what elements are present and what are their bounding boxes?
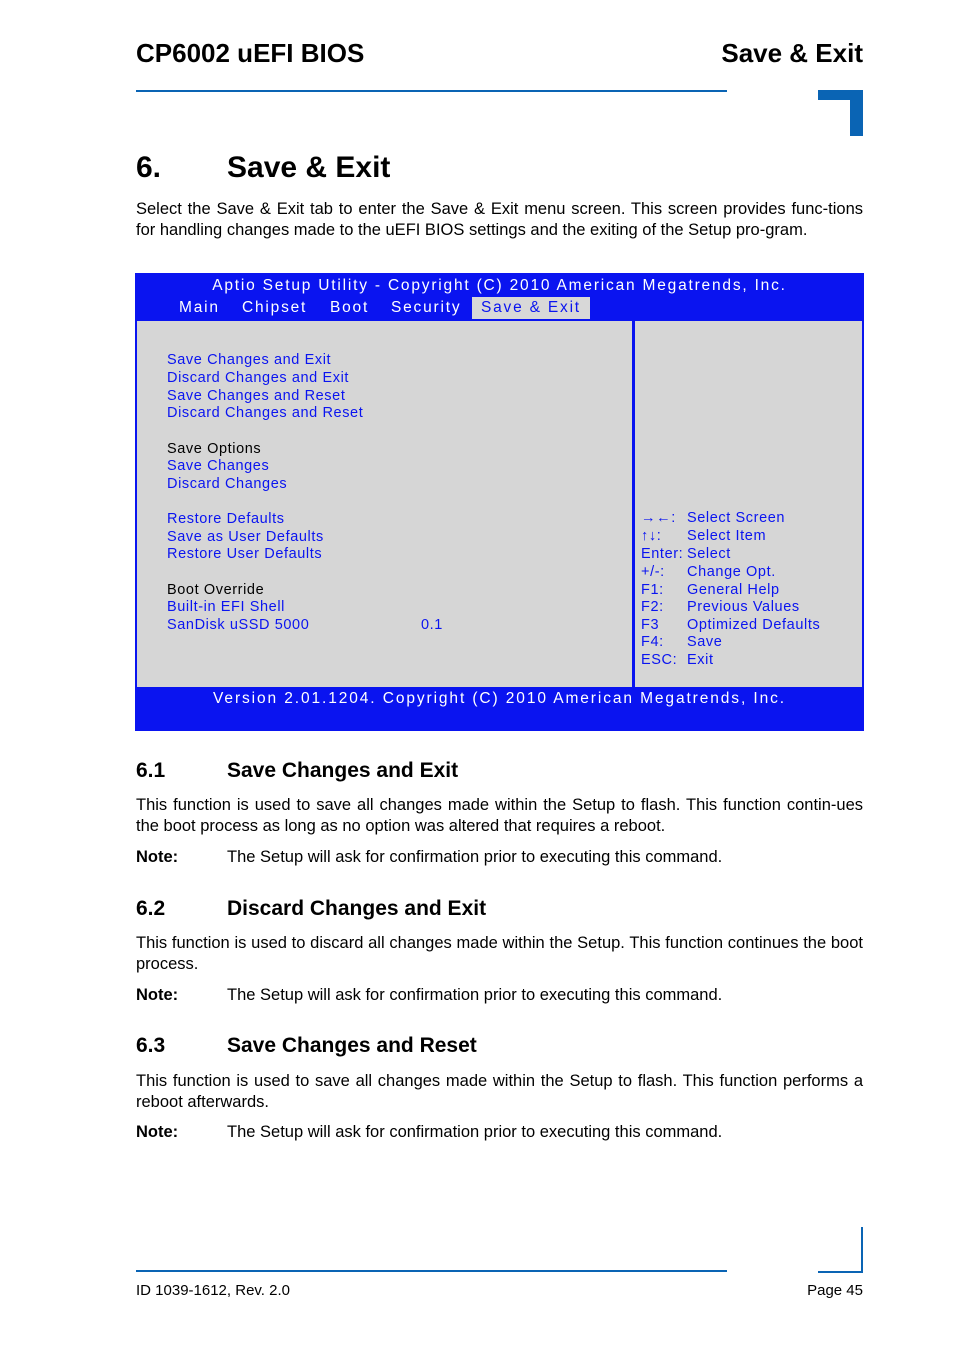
menu-item-sandisk-ussd[interactable]: SanDisk uSSD 5000 <box>167 617 310 633</box>
help-key: ↑↓: <box>641 528 662 544</box>
document-id: ID 1039-1612, Rev. 2.0 <box>136 1282 290 1299</box>
help-key: F2: <box>641 599 664 615</box>
menu-item-save-changes-and-exit[interactable]: Save Changes and Exit <box>167 352 332 368</box>
help-key: F1: <box>641 582 664 598</box>
help-desc: Optimized Defaults <box>687 617 821 633</box>
corner-mark-bottom <box>861 1227 863 1273</box>
help-desc: Select <box>687 546 731 562</box>
header-rule <box>136 90 727 92</box>
tab-chipset[interactable]: Chipset <box>242 299 308 316</box>
note-label: Note: <box>136 848 179 866</box>
tab-main[interactable]: Main <box>179 299 220 316</box>
help-desc: General Help <box>687 582 780 598</box>
note-text: The Setup will ask for confirmation prior to executing this command. <box>227 848 723 866</box>
bios-help-panel <box>635 321 862 687</box>
bios-version-bar: Version 2.01.1204. Copyright (C) 2010 American Megatrends, Inc. <box>213 690 786 707</box>
corner-mark-top-vertical <box>850 90 863 136</box>
menu-item-save-changes[interactable]: Save Changes <box>167 458 270 474</box>
chapter-title: Save & Exit <box>227 151 391 184</box>
menu-label-boot-override: Boot Override <box>167 582 265 598</box>
tab-save-exit[interactable]: Save & Exit <box>472 297 590 319</box>
help-desc: Select Screen <box>687 510 786 526</box>
bios-menu-panel <box>137 321 632 687</box>
menu-item-restore-defaults[interactable]: Restore Defaults <box>167 511 285 527</box>
menu-item-discard-changes-and-reset[interactable]: Discard Changes and Reset <box>167 405 364 421</box>
page-number: Page 45 <box>807 1282 863 1299</box>
help-desc: Save <box>687 634 723 650</box>
help-key: F3 <box>641 617 660 633</box>
tab-boot[interactable]: Boot <box>330 299 370 316</box>
section-number: 6.1 <box>136 759 166 782</box>
help-desc: Change Opt. <box>687 564 776 580</box>
help-key: Enter: <box>641 546 684 562</box>
menu-item-save-changes-and-reset[interactable]: Save Changes and Reset <box>167 388 346 404</box>
sandisk-value: 0.1 <box>421 617 443 633</box>
help-key: →←: <box>641 510 676 526</box>
help-desc: Select Item <box>687 528 767 544</box>
help-key: +/-: <box>641 564 665 580</box>
header-section-name: Save & Exit <box>721 38 863 68</box>
bios-screen <box>135 273 864 731</box>
chapter-number: 6. <box>136 151 162 184</box>
section-body: This function is used to save all changes made within the Setup to flash. This function performs a reboot afterwards. <box>136 1072 863 1111</box>
document-title: CP6002 uEFI BIOS <box>136 38 365 68</box>
section-number: 6.2 <box>136 897 166 920</box>
note-text: The Setup will ask for confirmation prior to executing this command. <box>227 1123 723 1141</box>
chapter-intro: Select the Save & Exit tab to enter the Save & Exit menu screen. This screen provides func-tions for handling changes made to the uEFI BIOS settings and the exiting of the Setup pro-gram. <box>136 200 863 239</box>
section-title: Discard Changes and Exit <box>227 897 487 920</box>
note-label: Note: <box>136 986 179 1004</box>
help-desc: Exit <box>687 652 714 668</box>
menu-item-save-as-user-defaults[interactable]: Save as User Defaults <box>167 529 324 545</box>
note-text: The Setup will ask for confirmation prior to executing this command. <box>227 986 723 1004</box>
tab-security[interactable]: Security <box>391 299 462 316</box>
footer-rule <box>136 1270 727 1272</box>
menu-label-save-options: Save Options <box>167 441 262 457</box>
help-key: F4: <box>641 634 664 650</box>
section-body: This function is used to save all changes made within the Setup to flash. This function contin-ues the boot process as long as no option was altered that requires a reboot. <box>136 796 863 835</box>
menu-item-discard-changes[interactable]: Discard Changes <box>167 476 288 492</box>
help-key: ESC: <box>641 652 678 668</box>
menu-item-discard-changes-and-exit[interactable]: Discard Changes and Exit <box>167 370 350 386</box>
help-desc: Previous Values <box>687 599 800 615</box>
menu-item-built-in-efi-shell[interactable]: Built-in EFI Shell <box>167 599 285 615</box>
note-label: Note: <box>136 1123 179 1141</box>
bios-title-bar: Aptio Setup Utility - Copyright (C) 2010 American Megatrends, Inc. <box>212 277 787 294</box>
section-title: Save Changes and Reset <box>227 1034 477 1057</box>
bios-tab-bar <box>135 297 864 319</box>
menu-item-restore-user-defaults[interactable]: Restore User Defaults <box>167 546 323 562</box>
section-body: This function is used to discard all changes made within the Setup. This function continues the boot process. <box>136 934 863 973</box>
section-number: 6.3 <box>136 1034 166 1057</box>
section-title: Save Changes and Exit <box>227 759 459 782</box>
corner-mark-bottom-horizontal <box>818 1271 863 1273</box>
